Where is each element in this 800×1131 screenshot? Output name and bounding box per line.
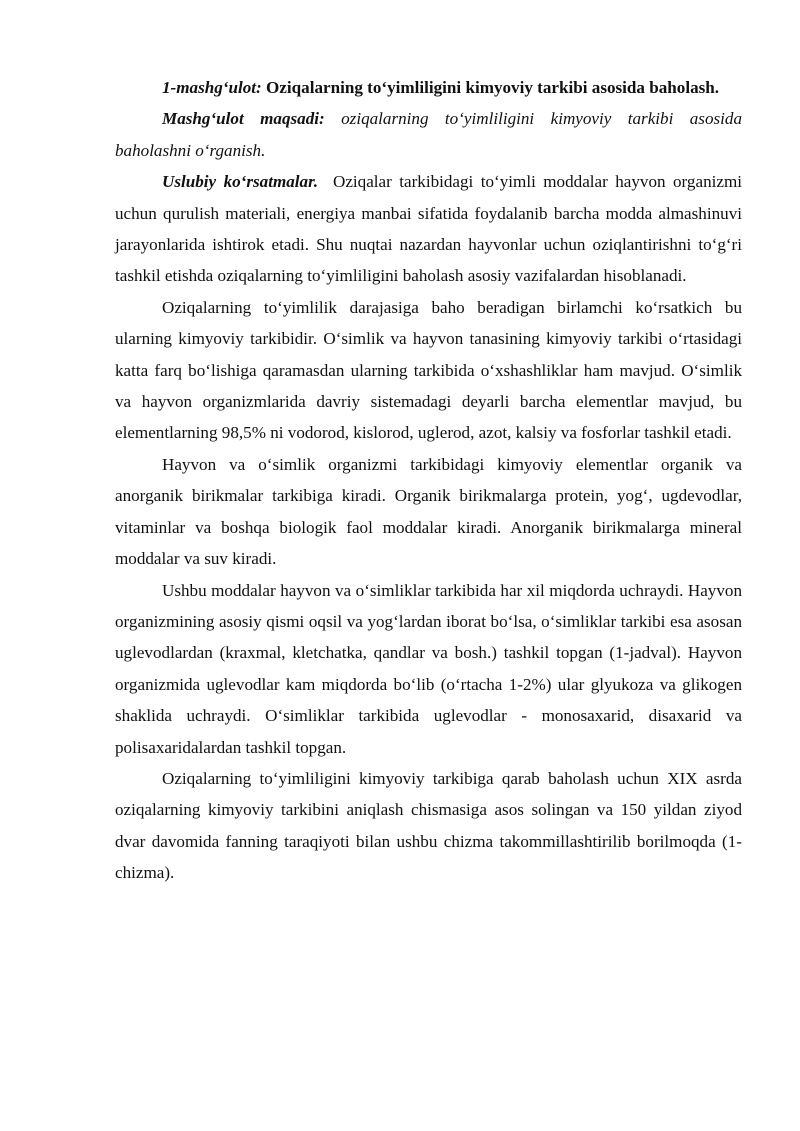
lesson-goal [115,103,742,166]
body-paragraph: Oziqalarning to‘yimliligini kimyoviy tarkibiga qarab baholash uchun XIX asrda oziqalarning kimyoviy tarkibini aniqlash chismasiga asos solingan va 150 yildan ziyod dvar davomida fanning taraqiyoti bilan ushbu chizma takommillashtirilib borilmoqda (1-chizma). [115,768,742,883]
body-paragraph: Hayvon va o‘simlik organizmi tarkibidagi kimyoviy elementlar organik va anorganik birikmalar tarkibiga kiradi. Organik birikmalarga protein, yog‘, ugdevodlar, vitaminlar va boshqa biologik faol moddalar kiradi. Anorganik birikmalarga mineral moddalar va suv kiradi. [115,454,742,569]
lesson-title-text: Oziqalarning to‘yimliligini kimyoviy tarkibi asosida baholash. [266,78,720,97]
body-paragraph: Ushbu moddalar hayvon va o‘simliklar tarkibida har xil miqdorda uchraydi. Hayvon organizmining asosiy qismi oqsil va yog‘lardan iborat bo‘lsa, o‘simliklar tarkibi esa asosan uglevodlardan (kraxmal, kletchatka, qandlar va bosh.) tashkil topgan (1-jadval). Hayvon organizmida uglevodlar kam miqdorda bo‘lib (o‘rtacha 1-2%) ular glyukoza va glikogen shaklida uchraydi. O‘simliklar tarkibida uglevodlar - monosaxarid, disaxarid va polisaxaridalardan tashkil topgan. [115,580,742,757]
lesson-number: 1-mashg‘ulot: [162,78,262,97]
lesson-title [115,72,742,103]
document-page [115,72,742,889]
guidance-label: Uslubiy ko‘rsatmalar. [162,172,319,192]
guidance-paragraph [115,166,742,292]
body-paragraph: Oziqalarning to‘yimlilik darajasiga baho beradigan birlamchi ko‘rsatkich bu ularning kimyoviy tarkibidir. O‘simlik va hayvon tanasining kimyoviy tarkibi o‘rtasidagi katta farq bo‘lishiga qaramasdan ularning tarkibida o‘xshashliklar ham mavjud. O‘simlik va hayvon organizmlarida davriy sistemadagi deyarli barcha elementlar mavjud, bu elementlarning 98,5% ni vodorod, kislorod, uglerod, azot, kalsiy va fosforlar tashkil etadi. [115,297,742,443]
lesson-goal-label: Mashg‘ulot maqsadi: [162,109,325,129]
lesson-goal-text: oziqalarning to‘yimliligini kimyoviy tarkibi asosida baholashni o‘rganish. [115,109,742,160]
guidance-text: Oziqalar tarkibidagi to‘yimli moddalar hayvon organizmi uchun qurulish materiali, energiya manbai sifatida foydalanib barcha modda almashinuvi jarayonlarida ishtirok etadi. Shu nuqtai nazardan hayvonlar uchun oziqlantirishni to‘g‘ri tashkil etishda oziqalarning to‘yimliligini baholash asosiy vazifalardan hisoblanadi. [115,172,742,286]
